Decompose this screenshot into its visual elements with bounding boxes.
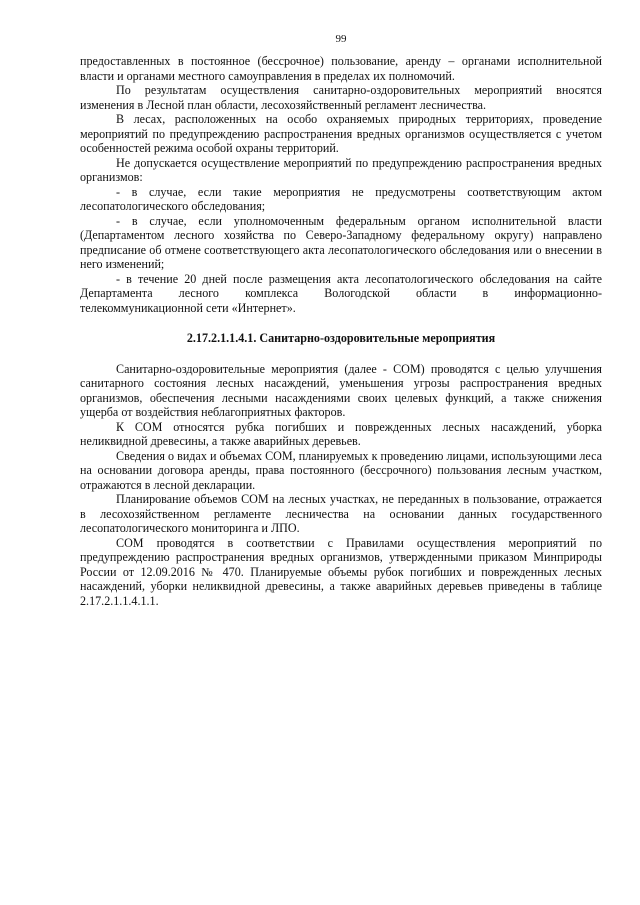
top-section: [80, 54, 602, 315]
paragraph: В лесах, расположенных на особо охраняемых природных территориях, проведение мероприятий по предупреждению распространения вредных организмов осуществляется с учетом особенностей режима особой охраны территорий.: [80, 112, 602, 155]
page-number: 99: [335, 33, 347, 45]
document-body: [80, 54, 602, 608]
paragraph: Сведения о видах и объемах СОМ, планируемых к проведению лицами, использующими леса на основании договора аренды, права постоянного (бессрочного) пользования лесным участком, отражаются в лесной декларации.: [80, 448, 602, 492]
list-item: - в течение 20 дней после размещения акта лесопатологического обследования на сайте: [116, 271, 602, 286]
list-item-continuation: Департамента лесного комплекса Вологодской области в информационно-: [80, 286, 602, 300]
list-item-continuation: телекоммуникационной сети «Интернет».: [80, 300, 296, 315]
paragraph: Санитарно-оздоровительные мероприятия (далее - СОМ) проводятся с целью улучшения санитарного состояния лесных насаждений, уменьшения угрозы распространения вредных организмов, обеспечения лесными насаждениями своих целевых функций, а также снижения ущерба от воздействия неблагоприятных факторов.: [80, 361, 602, 419]
list-item: - в случае, если такие мероприятия не предусмотрены соответствующим актом лесопатологического обследования;: [80, 184, 602, 213]
paragraph: СОМ проводятся в соответствии с Правилами осуществления мероприятий по предупреждению распространения вредных организмов, утвержденными приказом Минприроды России от 12.09.2016 № 470. Планируемые объемы рубок погибших и поврежденных лесных насаждений, уборки неликвидной древесины, а также аварийных деревьев приведены в таблице 2.17.2.1.1.4.1.1.: [80, 535, 602, 608]
paragraph: предоставленных в постоянное (бессрочное) пользование, аренду – органами исполнительной власти и органами местного самоуправления в пределах их полномочий.: [80, 54, 602, 83]
section-body: [80, 362, 602, 609]
paragraph: К СОМ относятся рубка погибших и поврежденных лесных насаждений, уборка неликвидной древесины, а также аварийных деревьев.: [80, 419, 602, 448]
paragraph: Планирование объемов СОМ на лесных участках, не переданных в пользование, отражается в лесохозяйственном регламенте лесничества на основании данных государственного лесопатологического мониторинга и ЛПО.: [80, 492, 602, 535]
section-heading: 2.17.2.1.1.4.1. Санитарно-оздоровительные мероприятия: [186, 331, 496, 345]
paragraph: Не допускается осуществление мероприятий по предупреждению распространения вредных организмов:: [80, 155, 602, 184]
list-item: - в случае, если уполномоченным федеральным органом исполнительной власти (Департаментом лесного хозяйства по Северо-Западному федеральному округу) направлено предписание об отмене соответствующего акта лесопатологического обследования или о внесении в него изменений;: [80, 213, 602, 271]
paragraph: По результатам осуществления санитарно-оздоровительных мероприятий вносятся изменения в Лесной план области, лесохозяйственный регламент лесничества.: [80, 83, 602, 112]
